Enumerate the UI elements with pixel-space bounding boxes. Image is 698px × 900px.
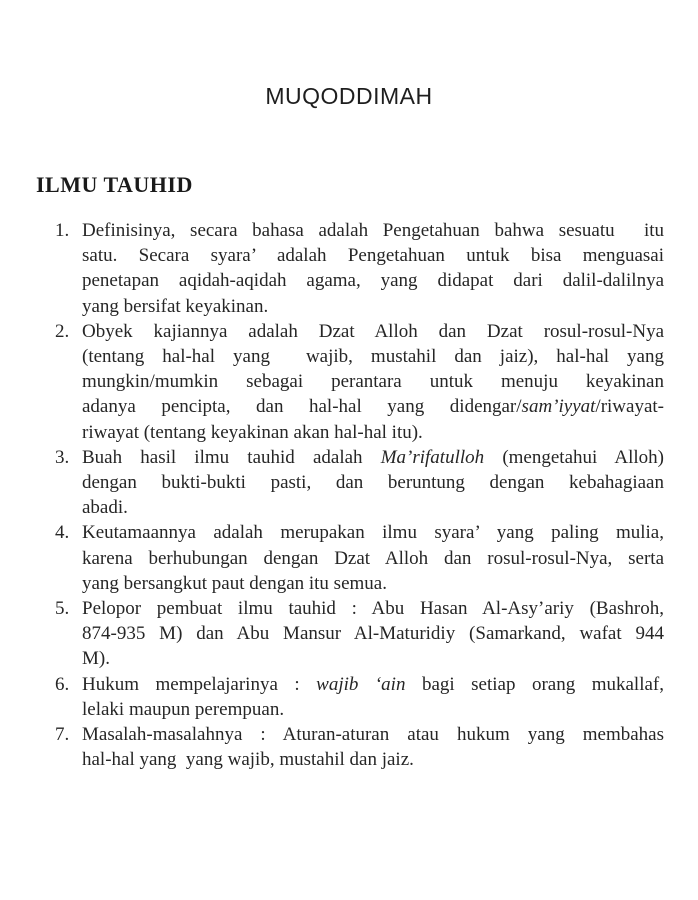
text-line: riwayat (tentang keyakinan akan hal-hal itu). xyxy=(82,421,423,443)
text-line: adanya pencipta, dan hal-hal yang didengar/sam’iyyat/riwayat- xyxy=(82,396,664,418)
text-line: abadi. xyxy=(82,497,128,519)
list-item-number: 4. xyxy=(55,522,70,544)
section-heading: ILMU TAUHID xyxy=(36,172,193,197)
text-line: M). xyxy=(82,648,110,670)
text-line: Obyek kajiannya adalah Dzat Alloh dan Dzat rosul-rosul-Nya xyxy=(82,320,664,342)
list-item xyxy=(55,672,664,722)
list-item-text xyxy=(82,319,664,445)
list-item xyxy=(55,722,664,772)
text-line: Definisinya, secara bahasa adalah Pengetahuan bahwa sesuatu itu xyxy=(82,220,664,241)
list-item-number: 5. xyxy=(55,598,70,620)
text-line: lelaki maupun perempuan. xyxy=(82,698,285,720)
text-line: yang bersangkut paut dengan itu semua. xyxy=(82,572,387,594)
text-line: dengan bukti-bukti pasti, dan beruntung dengan kebahagiaan xyxy=(82,472,664,494)
text-line: penetapan aqidah-aqidah agama, yang didapat dari dalil-dalilnya xyxy=(82,270,664,292)
page-title: MUQODDIMAH xyxy=(265,83,433,109)
text-line: Pelopor pembuat ilmu tauhid : Abu Hasan Al-Asy’ariy (Bashroh, xyxy=(82,598,664,620)
list-item-text xyxy=(82,445,664,521)
tauhid-list xyxy=(55,218,664,772)
text-line: Masalah-masalahnya : Aturan-aturan atau hukum yang membahas xyxy=(82,724,664,746)
list-item xyxy=(55,596,664,672)
list-item xyxy=(55,218,664,319)
list-item-text xyxy=(82,520,664,596)
text-line: Hukum mempelajarinya : wajib ‘ain bagi setiap orang mukallaf, xyxy=(82,673,664,695)
text-line: (tentang hal-hal yang wajib, mustahil dan jaiz), hal-hal yang xyxy=(82,346,664,368)
list-item-number: 1. xyxy=(55,220,70,241)
text-line: 874-935 M) dan Abu Mansur Al-Maturidiy (Samarkand, wafat 944 xyxy=(82,623,664,645)
list-item-text xyxy=(82,722,664,772)
list-item xyxy=(55,319,664,445)
text-line: satu. Secara syara’ adalah Pengetahuan untuk bisa menguasai xyxy=(82,245,664,267)
text-line: hal-hal yang yang wajib, mustahil dan jaiz. xyxy=(82,749,414,771)
list-item-text xyxy=(82,218,664,319)
text-line: karena berhubungan dengan Dzat Alloh dan rosul-rosul-Nya, serta xyxy=(82,547,664,569)
text-line: yang bersifat keyakinan. xyxy=(82,295,269,317)
list-item-text xyxy=(82,596,664,672)
list-item-text xyxy=(82,672,664,722)
text-line: mungkin/mumkin sebagai perantara untuk menuju keyakinan xyxy=(82,371,664,393)
text-line: Buah hasil ilmu tauhid adalah Ma’rifatulloh (mengetahui Alloh) xyxy=(82,446,664,468)
list-item xyxy=(55,445,664,521)
text-line: Keutamaannya adalah merupakan ilmu syara’ yang paling mulia, xyxy=(82,522,664,544)
list-item-number: 2. xyxy=(55,320,70,342)
list-item-number: 6. xyxy=(55,673,70,695)
list-item-number: 7. xyxy=(55,724,70,746)
list-item xyxy=(55,520,664,596)
list-item-number: 3. xyxy=(55,446,70,468)
